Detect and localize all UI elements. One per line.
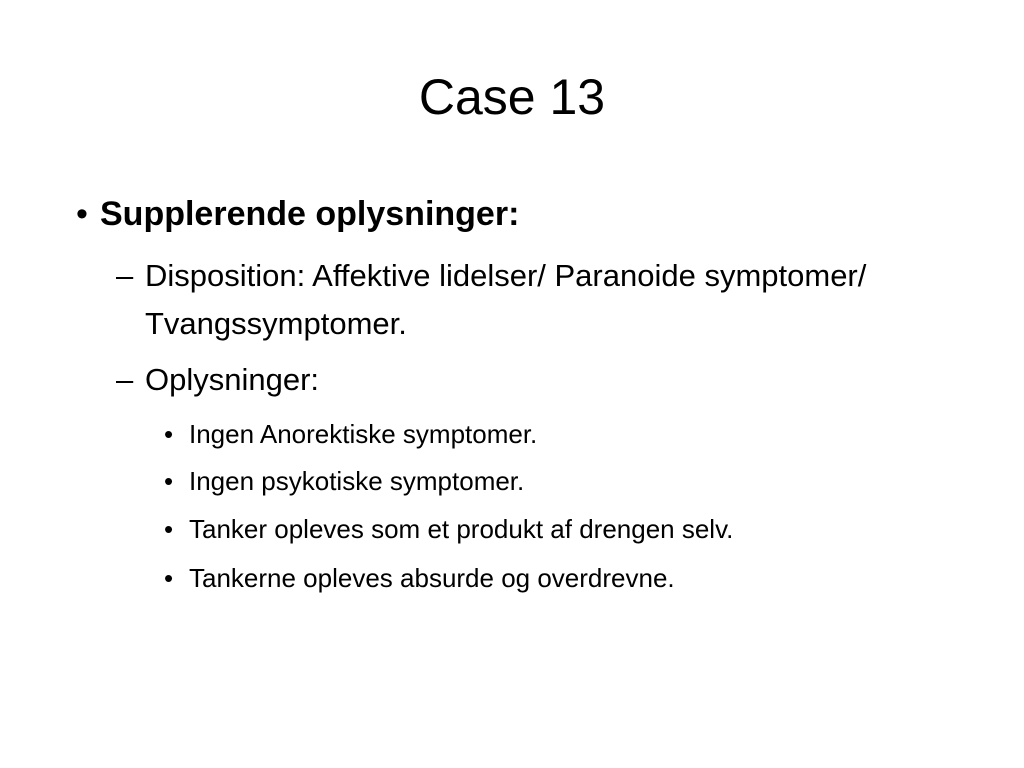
bullet-level2: [116, 356, 905, 404]
bullet-text: Tanker opleves som et produkt af drengen selv.: [189, 514, 734, 544]
bullet-level3: [164, 416, 537, 452]
bullet-marker: •: [164, 419, 174, 449]
bullet-marker: •: [164, 466, 174, 496]
bullet-text: Supplerende oplysninger:: [100, 195, 520, 233]
bullet-level2: [116, 252, 905, 348]
bullet-text: Ingen Anorektiske symptomer.: [189, 419, 538, 449]
bullet-marker: •: [76, 195, 88, 233]
bullet-marker: •: [164, 563, 174, 593]
bullet-text: Ingen psykotiske symptomer.: [189, 466, 525, 496]
bullet-level3: [164, 463, 524, 499]
bullet-marker: •: [164, 514, 174, 544]
bullet-level1: [76, 190, 519, 238]
bullet-text: Tankerne opleves absurde og overdrevne.: [189, 563, 675, 593]
bullet-text: Disposition: Affektive lidelser/ Paranoide symptomer/ Tvangssymptomer.: [145, 258, 867, 341]
bullet-level3: [164, 560, 675, 596]
bullet-level3: [164, 511, 733, 547]
dash-marker: –: [116, 362, 134, 397]
slide-title: Case 13: [418, 69, 606, 125]
bullet-text: Oplysninger:: [145, 362, 320, 397]
dash-marker: –: [116, 258, 134, 293]
